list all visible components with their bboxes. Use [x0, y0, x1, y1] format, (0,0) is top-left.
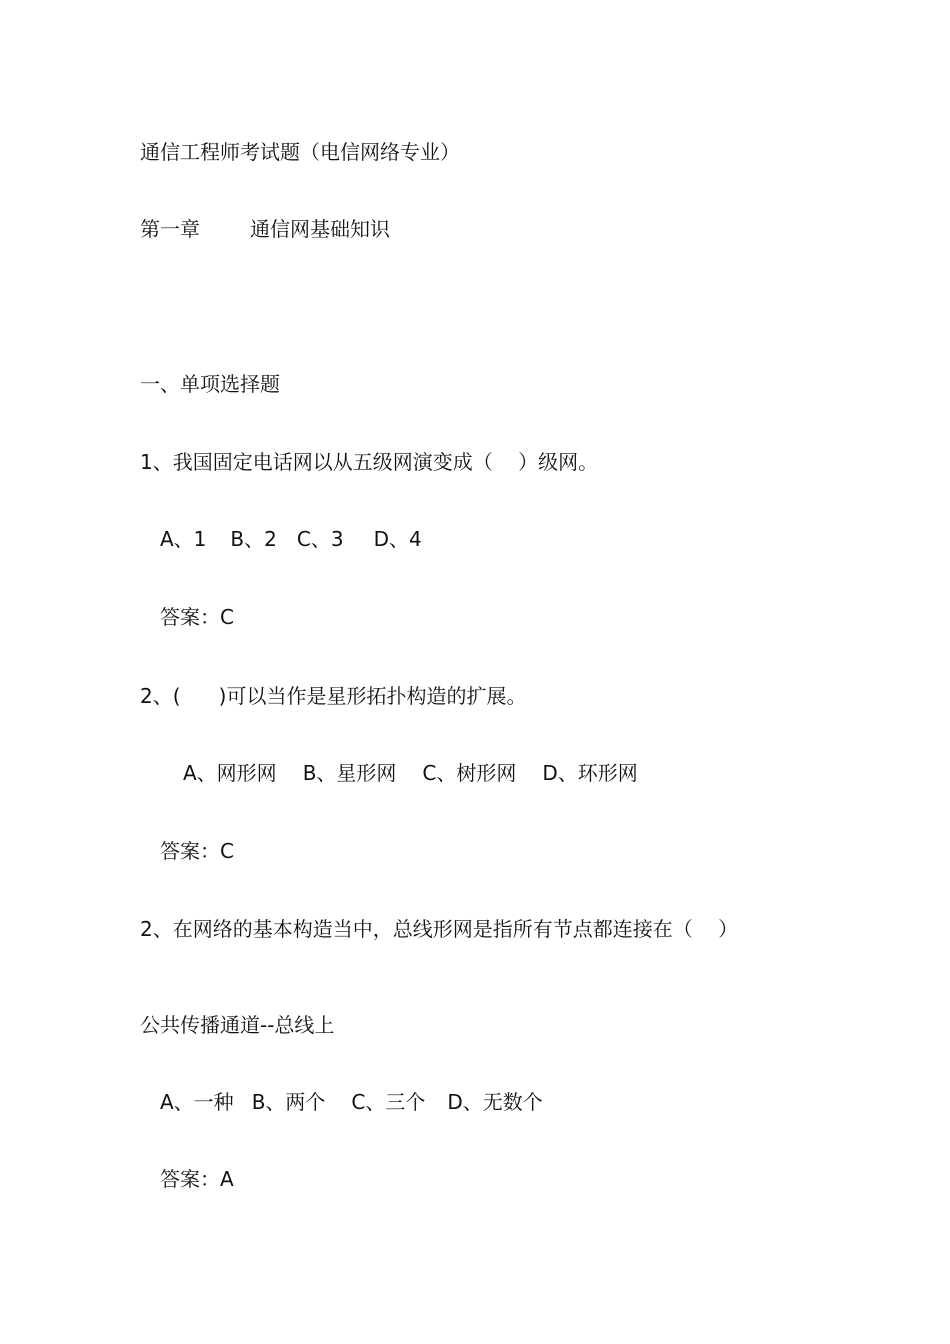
chapter-heading	[140, 216, 390, 242]
option-a: A、1	[160, 527, 207, 551]
question-2-stem: 2、( )可以当作是星形拓扑构造的扩展。	[140, 684, 527, 708]
chapter-number: 第一章	[140, 217, 200, 241]
section-heading: 一、单项选择题	[140, 372, 280, 396]
question-3-stem-continued: 公共传播通道--总线上	[140, 1013, 335, 1037]
question-1-stem: 1、我国固定电话网以从五级网演变成（ ）级网。	[140, 450, 599, 474]
option-d: D、无数个	[447, 1090, 543, 1114]
option-b: B、2	[230, 527, 277, 551]
option-a: A、网形网	[183, 761, 277, 785]
question-2-answer: 答案：C	[160, 839, 234, 863]
question-3-stem: 2、在网络的基本构造当中，总线形网是指所有节点都连接在（ ）	[140, 917, 739, 941]
question-3-options	[160, 1089, 543, 1115]
option-d: D、4	[373, 527, 422, 551]
document-title: 通信工程师考试题（电信网络专业）	[140, 140, 460, 164]
option-a: A、一种	[160, 1090, 234, 1114]
chapter-name: 通信网基础知识	[250, 217, 390, 241]
question-1-options	[160, 526, 422, 552]
question-3-answer: 答案：A	[160, 1167, 234, 1191]
option-d: D、环形网	[542, 761, 638, 785]
question-2-options	[183, 760, 638, 786]
option-c: C、树形网	[422, 761, 517, 785]
option-b: B、星形网	[302, 761, 397, 785]
option-c: C、3	[296, 527, 344, 551]
option-b: B、两个	[251, 1090, 326, 1114]
question-1-answer: 答案：C	[160, 605, 234, 629]
option-c: C、三个	[351, 1090, 426, 1114]
